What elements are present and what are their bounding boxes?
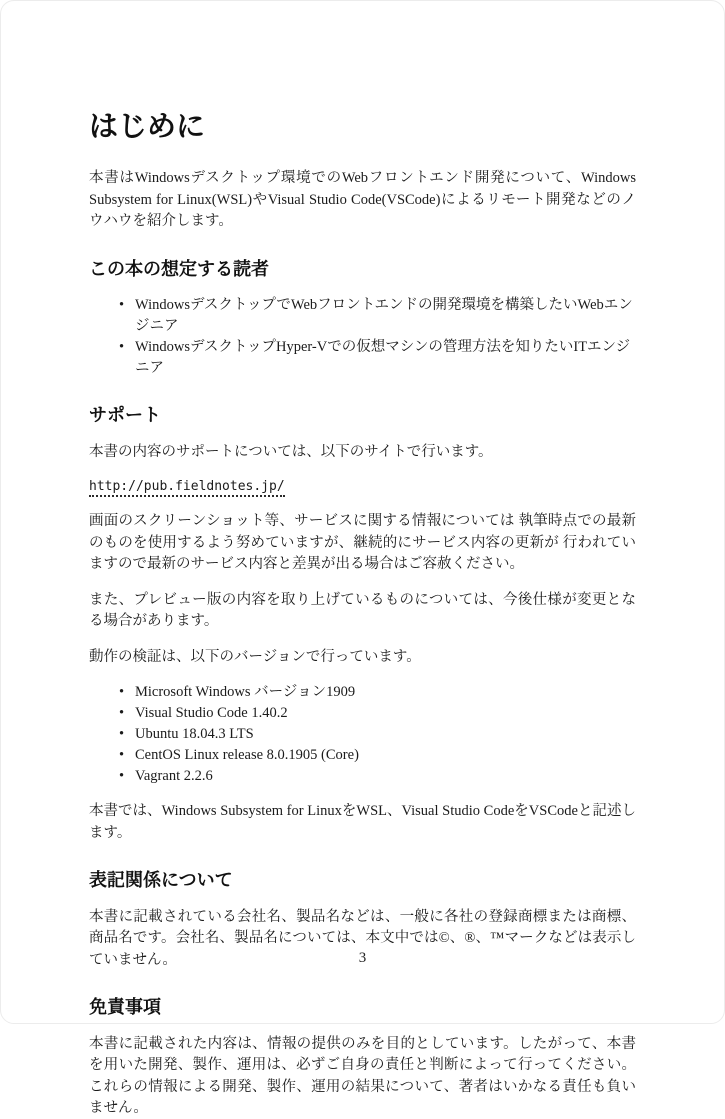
list-item: • Ubuntu 18.04.3 LTS xyxy=(119,724,636,745)
support-paragraph-2: 画面のスクリーンショット等、サービスに関する情報については 執筆時点での最新のものを使用するよう努めていますが、継続的にサービス内容の更新が 行われていますので最新のサービス内容と差異が出る場合はご容赦ください。 xyxy=(89,513,636,573)
section-heading-support: サポート xyxy=(89,405,161,426)
list-item: • Vagrant 2.2.6 xyxy=(119,766,636,787)
disclaimer-paragraph: 本書に記載された内容は、情報の提供のみを目的としています。したがって、本書を用いた開発、製作、運用は、必ずご自身の責任と判断によって行ってください。これらの情報による開発、製作、運用の結果について、著者はいかなる責任も負いません。 xyxy=(89,1035,636,1117)
section-heading-disclaimer: 免責事項 xyxy=(89,997,161,1018)
support-url-link[interactable]: http://pub.fieldnotes.jp/ xyxy=(89,479,285,497)
list-item: • Visual Studio Code 1.40.2 xyxy=(119,703,636,724)
support-paragraph-5: 本書では、Windows Subsystem for LinuxをWSL、Visual Studio CodeをVSCodeと記述します。 xyxy=(89,803,636,841)
intro-paragraph: 本書はWindowsデスクトップ環境でのWebフロントエンド開発について、Windows Subsystem for Linux(WSL)やVisual Studio Code(VSCode)によるリモート開発などのノウハウを紹介します。 xyxy=(89,170,636,230)
page-title: はじめに xyxy=(89,111,206,143)
readers-list xyxy=(89,295,636,379)
section-heading-readers: この本の想定する読者 xyxy=(89,258,269,279)
list-item: • WindowsデスクトップHyper-Vでの仮想マシンの管理方法を知りたいITエンジニア xyxy=(119,337,636,379)
support-paragraph-4: 動作の検証は、以下のバージョンで行っています。 xyxy=(89,648,421,665)
versions-list xyxy=(89,682,636,787)
section-heading-notation: 表記関係について xyxy=(89,870,233,891)
page-number: 3 xyxy=(358,950,367,966)
list-item: • Microsoft Windows バージョン1909 xyxy=(119,682,636,703)
notation-paragraph: 本書に記載されている会社名、製品名などは、一般に各社の登録商標または商標、商品名です。会社名、製品名については、本文中では©、®、™マークなどは表示していません。 xyxy=(89,908,636,968)
list-item: • WindowsデスクトップでWebフロントエンドの開発環境を構築したいWebエンジニア xyxy=(119,295,636,337)
support-paragraph-1: 本書の内容のサポートについては、以下のサイトで行います。 xyxy=(89,443,493,460)
support-paragraph-3: また、プレビュー版の内容を取り上げているものについては、今後仕様が変更となる場合があります。 xyxy=(89,591,636,630)
list-item: • CentOS Linux release 8.0.1905 (Core) xyxy=(119,745,636,766)
